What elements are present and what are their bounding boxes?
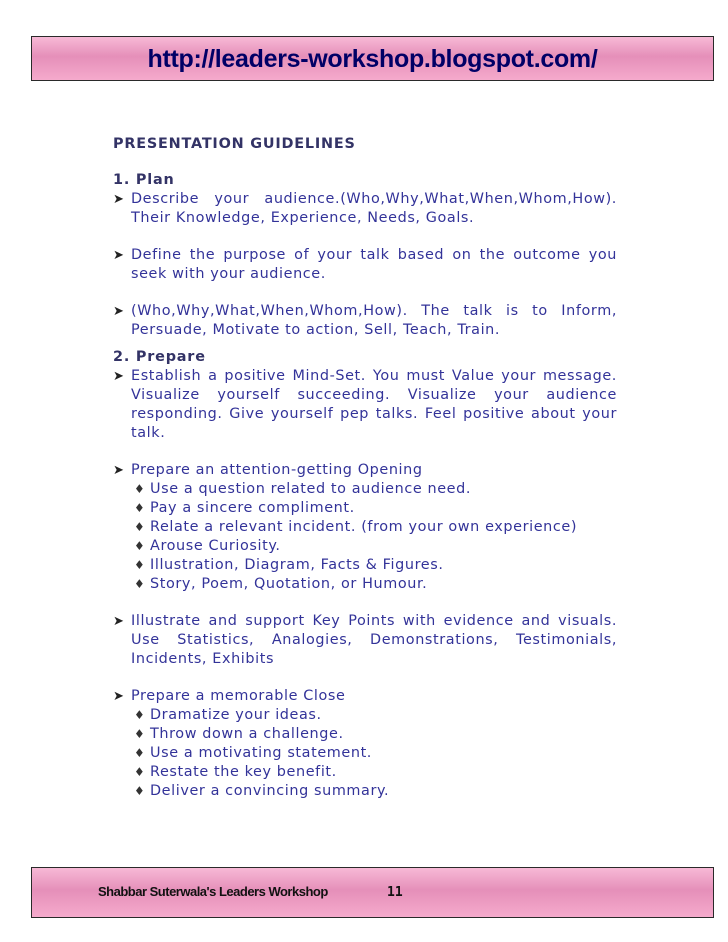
list-item bbox=[113, 367, 617, 443]
list-item-text: (Who,Why,What,When,Whom,How). The talk is to Inform, Persuade, Motivate to action, Sell, Teach, Train. bbox=[131, 303, 617, 338]
diamond-bullet-icon: ♦ bbox=[134, 577, 146, 591]
footer-banner bbox=[31, 867, 714, 918]
list-item-text: Establish a positive Mind-Set. You must Value your message. Visualize yourself succeeding. Visualize your audience responding. Give yourself pep talks. Feel positive about your talk. bbox=[131, 368, 617, 441]
diamond-bullet-icon: ♦ bbox=[134, 708, 146, 722]
diamond-bullet-icon: ♦ bbox=[134, 539, 146, 553]
arrow-bullet-icon: ➤ bbox=[113, 614, 125, 629]
sub-list-item bbox=[113, 706, 617, 725]
sub-list-item bbox=[113, 763, 617, 782]
sub-list-item-text: Relate a relevant incident. (from your own experience) bbox=[150, 519, 578, 535]
arrow-bullet-icon: ➤ bbox=[113, 463, 125, 478]
sub-list-item bbox=[113, 725, 617, 744]
diamond-bullet-icon: ♦ bbox=[134, 784, 146, 798]
page-number: 11 bbox=[387, 885, 403, 900]
sub-list-item-text: Arouse Curiosity. bbox=[150, 538, 281, 554]
list-item bbox=[113, 246, 617, 284]
header-url[interactable]: http://leaders-workshop.blogspot.com/ bbox=[147, 45, 598, 73]
sub-list-item-text: Illustration, Diagram, Facts & Figures. bbox=[150, 557, 444, 573]
list-item bbox=[113, 687, 617, 706]
sub-list-item-text: Dramatize your ideas. bbox=[150, 707, 322, 723]
arrow-bullet-icon: ➤ bbox=[113, 369, 125, 384]
list-item-text: Prepare an attention-getting Opening bbox=[131, 462, 423, 478]
diamond-bullet-icon: ♦ bbox=[134, 501, 146, 515]
sub-list-item bbox=[113, 782, 617, 801]
sub-list-item-text: Use a question related to audience need. bbox=[150, 481, 472, 497]
sub-list-item-text: Restate the key benefit. bbox=[150, 764, 337, 780]
diamond-bullet-icon: ♦ bbox=[134, 558, 146, 572]
list-item-text: Describe your audience.(Who,Why,What,When,Whom,How). Their Knowledge, Experience, Needs, Goals. bbox=[131, 191, 617, 226]
document-title: PRESENTATION GUIDELINES bbox=[113, 136, 356, 152]
arrow-bullet-icon: ➤ bbox=[113, 689, 125, 704]
sub-list-item bbox=[113, 744, 617, 763]
list-item bbox=[113, 612, 617, 669]
sub-list-item-text: Use a motivating statement. bbox=[150, 745, 372, 761]
list-item bbox=[113, 302, 617, 340]
sub-list-item-text: Deliver a convincing summary. bbox=[150, 783, 390, 799]
list-item-text: Prepare a memorable Close bbox=[131, 688, 346, 704]
arrow-bullet-icon: ➤ bbox=[113, 304, 125, 319]
sub-list-item-text: Story, Poem, Quotation, or Humour. bbox=[150, 576, 428, 592]
diamond-bullet-icon: ♦ bbox=[134, 482, 146, 496]
sub-list-item bbox=[113, 480, 617, 499]
sub-list-item-text: Throw down a challenge. bbox=[150, 726, 344, 742]
list-item bbox=[113, 461, 617, 480]
sub-list-item-text: Pay a sincere compliment. bbox=[150, 500, 355, 516]
sub-list-item bbox=[113, 537, 617, 556]
list-item-text: Illustrate and support Key Points with evidence and visuals. Use Statistics, Analogies, Demonstrations, Testimonials, Incidents, Exhibits bbox=[131, 613, 617, 667]
diamond-bullet-icon: ♦ bbox=[134, 765, 146, 779]
section-heading-plan: 1. Plan bbox=[113, 172, 175, 188]
diamond-bullet-icon: ♦ bbox=[134, 727, 146, 741]
sub-list-item bbox=[113, 518, 617, 537]
section-heading-prepare: 2. Prepare bbox=[113, 349, 206, 365]
list-item-text: Define the purpose of your talk based on the outcome you seek with your audience. bbox=[131, 247, 617, 282]
sub-list-item bbox=[113, 556, 617, 575]
sub-list-item bbox=[113, 499, 617, 518]
header-banner bbox=[31, 36, 714, 81]
arrow-bullet-icon: ➤ bbox=[113, 248, 125, 263]
diamond-bullet-icon: ♦ bbox=[134, 746, 146, 760]
document-body bbox=[113, 135, 617, 801]
footer-brand: Shabbar Suterwala's Leaders Workshop bbox=[98, 884, 328, 899]
diamond-bullet-icon: ♦ bbox=[134, 520, 146, 534]
list-item bbox=[113, 190, 617, 228]
arrow-bullet-icon: ➤ bbox=[113, 192, 125, 207]
sub-list-item bbox=[113, 575, 617, 594]
